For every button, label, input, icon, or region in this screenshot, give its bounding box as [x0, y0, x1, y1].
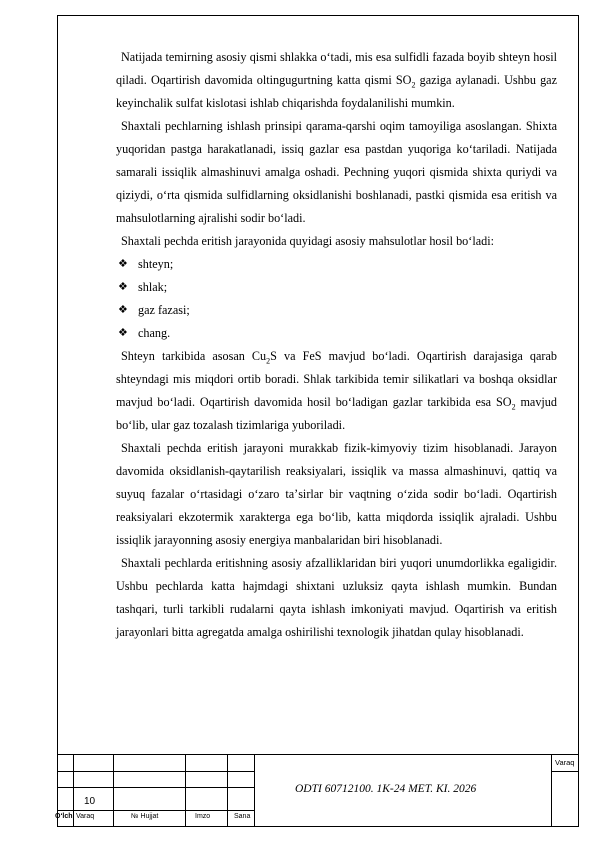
diamond-bullet-icon: ❖: [118, 327, 128, 339]
document-body: [116, 46, 557, 644]
paragraph-2: Shaxtali pechlarning ishlash prinsipi qarama-qarshi oqim tamoyiliga asoslangan. Shixta yuqoridan pastga harakatlanadi, issiq gazlar esa pastdan yuqoriga koʻtariladi. Natijada samarali issiqlik almashinuvi amalga oshadi. Pechning yuqori qismida shixta quriydi va qiziydi, oʻrta qismida sulfidlarning oksidlanishi boshlanadi, pastki qismida esa eritish va mahsulotlarning ajralishi sodir boʻladi.: [116, 119, 557, 225]
diamond-bullet-icon: ❖: [118, 258, 128, 270]
col-olch: Oʻlch: [55, 813, 73, 820]
list-item: ❖ shlak;: [116, 276, 557, 299]
document-code: ODTI 60712100. 1K-24 MET. KI. 2026: [295, 783, 477, 795]
col-hujjat: № Hujjat: [131, 813, 159, 820]
col-varaq: Varaq: [76, 813, 95, 820]
diamond-bullet-icon: ❖: [118, 281, 128, 293]
col-sana: Sana: [234, 813, 251, 820]
paragraph-6: Shaxtali pechlarda eritishning asosiy afzalliklaridan biri yuqori unumdorlikka egaligidir. Ushbu pechlarda katta hajmdagi shixtani uzluksiz qayta ishlash mumkin. Bundan tashqari, turli tarkibli rudalarni qayta ishlash imkoniyati mavjud. Oqartirish va eritish jarayonlari bitta agregatda amalga oshirilishi texnologik jihatdan qulay hisoblanadi.: [116, 556, 557, 639]
list-item: ❖ shteyn;: [116, 253, 557, 276]
list-item: ❖ chang.: [116, 322, 557, 345]
title-block: [57, 754, 579, 827]
paragraph-5: Shaxtali pechda eritish jarayoni murakkab fizik-kimyoviy tizim hisoblanadi. Jarayon davomida oksidlanish-qaytarilish reaksiyalari, issiqlik va massa almashinuvi, qattiq va suyuq fazalar oʻrtasidagi oʻzaro taʼsirlar bir vaqtning oʻzida sodir boʻladi. Oqartirish reaksiyalari ekzotermik xarakterga ega boʻlib, katta miqdorda issiqlik ajraladi. Ushbu issiqlik jarayonning asosiy energiya manbalaridan biri hisoblanadi.: [116, 441, 557, 547]
diamond-bullet-icon: ❖: [118, 304, 128, 316]
col-imzo: Imzo: [195, 813, 211, 820]
sheet-number: 10: [84, 796, 96, 807]
paragraph-1: Natijada temirning asosiy qismi shlakka oʻtadi, mis esa sulfidli fazada boyib shteyn hosil qiladi. Oqartirish davomida oltingugurtning katta qismi $SO_2$ gaziga aylanadi. Ushbu gaz keyinchalik sulfat kislotasi ishlab chiqarishda foydalanilishi mumkin.: [116, 50, 557, 110]
paragraph-3: Shaxtali pechda eritish jarayonida quyidagi asosiy mahsulotlar hosil boʻladi:: [121, 234, 494, 248]
sheet-label: Varaq: [555, 758, 575, 767]
paragraph-4: Shteyn tarkibida asosan $Cu_2S$ va FeS mavjud boʻladi. Oqartirish darajasiga qarab shteyndagi mis miqdori ortib boradi. Shlak tarkibida temir silikatlari va boshqa oksidlar mavjud boʻladi. Oqartirish davomida hosil boʻladigan gazlar tarkibida esa $SO_2$ mavjud boʻlib, ular gaz tozalash tizimlariga yuboriladi.: [116, 349, 557, 432]
list-item: ❖ gaz fazasi;: [116, 299, 557, 322]
